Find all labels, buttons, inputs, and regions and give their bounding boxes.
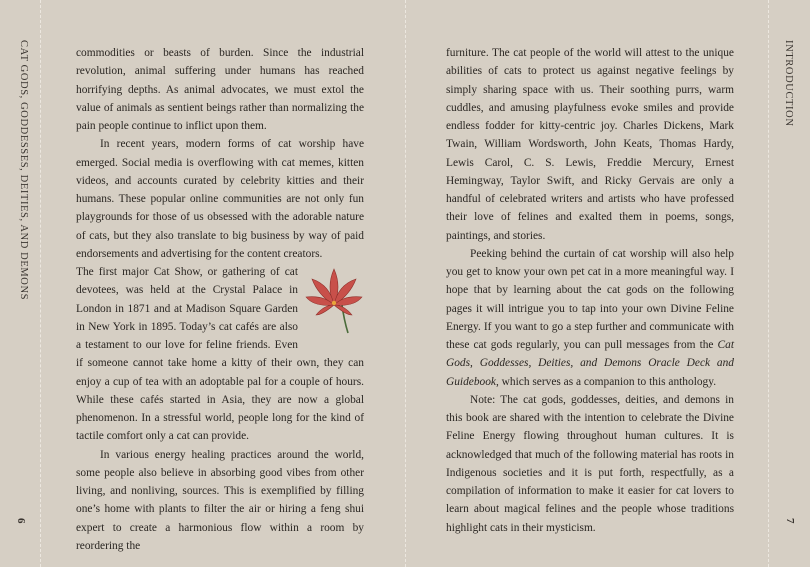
margin-guide-center [405, 0, 406, 567]
paragraph: furniture. The cat people of the world will attest to the unique abilities of cats to protect us against negative feelings by simply sharing space with us. Their soothing purrs, warm cuddles, and amusing playfulness evoke smiles and provide endless fodder for kitty-centric joy. Charles Dickens, Mark Twain, William Wordsworth, John Keats, Thomas Hardy, Lewis Carol, C. S. Lewis, Freddie Mercury, Ernest Hemingway, Taylor Swift, and Ricky Gervais are only a handful of celebrated writers and artists who have professed their love of felines and exalted them in poems, songs, paintings, and stories. [446, 47, 734, 242]
paragraph: commodities or beasts of burden. Since the industrial revolution, animal suffering under humans has reached horrifying depths. As animal advocates, we must extol the value of animals as sentient beings rather than normalizing the pain people continue to inflict upon them. [76, 47, 364, 132]
paragraph: In recent years, modern forms of cat worship have emerged. Social media is overflowing with cat memes, kitten videos, and accounts curated by celebrity kitties and their humans. These popular online communities are not only fun playgrounds for those of us obsessed with the adorable nature of cats, but they also translate to big business by way of paid endorsements and advertising for the content creators. [76, 138, 364, 260]
running-head-right: INTRODUCTION [783, 40, 794, 127]
book-title: Cat Gods, Goddesses, Deities, and Demons Oracle Deck and Guidebook [446, 339, 734, 388]
running-head-left: CAT GODS, GODDESSES, DEITIES, AND DEMONS [18, 40, 29, 301]
paragraph-text: , which serves as a companion to this anthology. [495, 375, 717, 388]
margin-guide-right [768, 0, 769, 567]
paragraph: The first major Cat Show, or gathering of cat devotees, was held at the Crystal Palace in London in 1871 and at Madison Square Garden in New York in 1895. Today’s cat cafés are also a testament to our love for feline friends. Even if someone cannot take home a kitty of their own, they can enjoy a cup of tea with an adoptable pal for a couple of hours. While these cafés started in Asia, they are now a global phenomenon. In a stressful world, people long for the kind of tactile comfort only a cat can provide. [76, 266, 364, 443]
margin-guide-left [40, 0, 41, 567]
right-page-text [446, 44, 734, 537]
paragraph: In various energy healing practices around the world, some people also believe in absorbing good vibes from other living, and nonliving, sources. This is exemplified by filling one’s home with plants to filter the air or hiring a feng shui expert to create a harmonious flow within a room by reordering the [76, 448, 364, 552]
page-number-right: 7 [784, 518, 796, 524]
paragraph-text: Peeking behind the curtain of cat worship will also help you get to know your own pet cat in a more meaningful way. I hope that by learning about the cat gods on the following pages it will intrigue you to tap into your own Divine Feline Energy. If you want to go a step further and communicate with these cat gods regularly, you can pull messages from the [446, 247, 734, 351]
paragraph [446, 245, 734, 391]
page-number-left: 6 [15, 518, 27, 524]
paragraph: Note: The cat gods, goddesses, deities, and demons in this book are shared with the intention to celebrate the Divine Feline Energy flowing throughout human cultures. It is acknowledged that much of the following material has roots in Indigenous societies and it is put forth, respectfully, as a compilation of information to make it easier for cat lovers to learn about magical felines and the people whose traditions highlight cats in their mysticism. [446, 393, 734, 534]
left-page-text [76, 44, 364, 555]
lotus-flower-icon [304, 265, 364, 335]
